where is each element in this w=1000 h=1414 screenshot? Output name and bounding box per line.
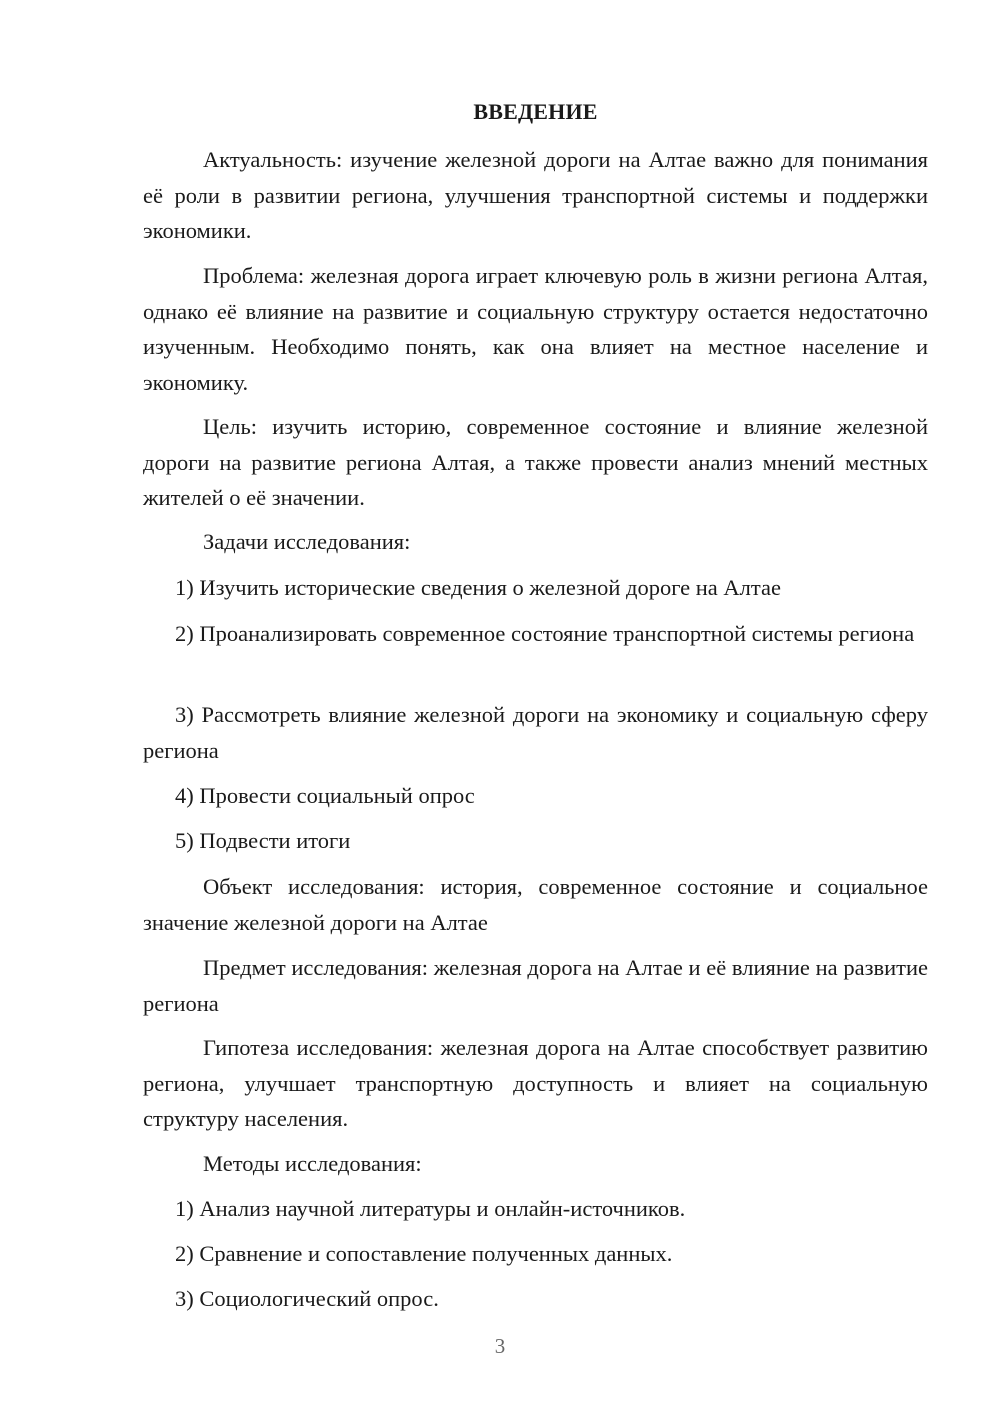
method-item-1: 1) Анализ научной литературы и онлайн-источников. [175,1196,686,1221]
task-item-5: 5) Подвести итоги [175,828,351,853]
page-number: 3 [494,1334,506,1358]
problem-paragraph: Проблема: железная дорога играет ключевую роль в жизни региона Алтая, однако её влияние на развитие и социальную структуру остается недостаточно изученным. Необходимо понять, как она влияет на местное население и экономику. [143,263,928,395]
tasks-title: Задачи исследования: [203,529,411,554]
hypothesis-paragraph: Гипотеза исследования: железная дорога на Алтае способствует развитию региона, улучшает транспортную доступность и влияет на социальную структуру населения. [143,1035,928,1131]
method-item-3: 3) Социологический опрос. [175,1286,439,1311]
goal-paragraph: Цель: изучить историю, современное состояние и влияние железной дороги на развитие региона Алтая, а также провести анализ мнений местных жителей о её значении. [143,414,928,510]
task-item-3: 3) Рассмотреть влияние железной дороги на экономику и социальную сферу региона [143,702,928,763]
relevance-paragraph: Актуальность: изучение железной дороги на Алтае важно для понимания её роли в развитии региона, улучшения транспортной системы и поддержки экономики. [143,147,928,243]
task-item-1: 1) Изучить исторические сведения о железной дороге на Алтае [175,575,781,600]
task-item-2: 2) Проанализировать современное состояние транспортной системы региона [175,621,915,646]
method-item-2: 2) Сравнение и сопоставление полученных данных. [175,1241,673,1266]
object-paragraph: Объект исследования: история, современное состояние и социальное значение железной дороги на Алтае [143,874,928,935]
section-heading: ВВЕДЕНИЕ [473,99,598,124]
subject-paragraph: Предмет исследования: железная дорога на Алтае и её влияние на развитие региона [143,955,928,1016]
methods-title: Методы исследования: [203,1151,422,1176]
task-item-4: 4) Провести социальный опрос [175,783,475,808]
